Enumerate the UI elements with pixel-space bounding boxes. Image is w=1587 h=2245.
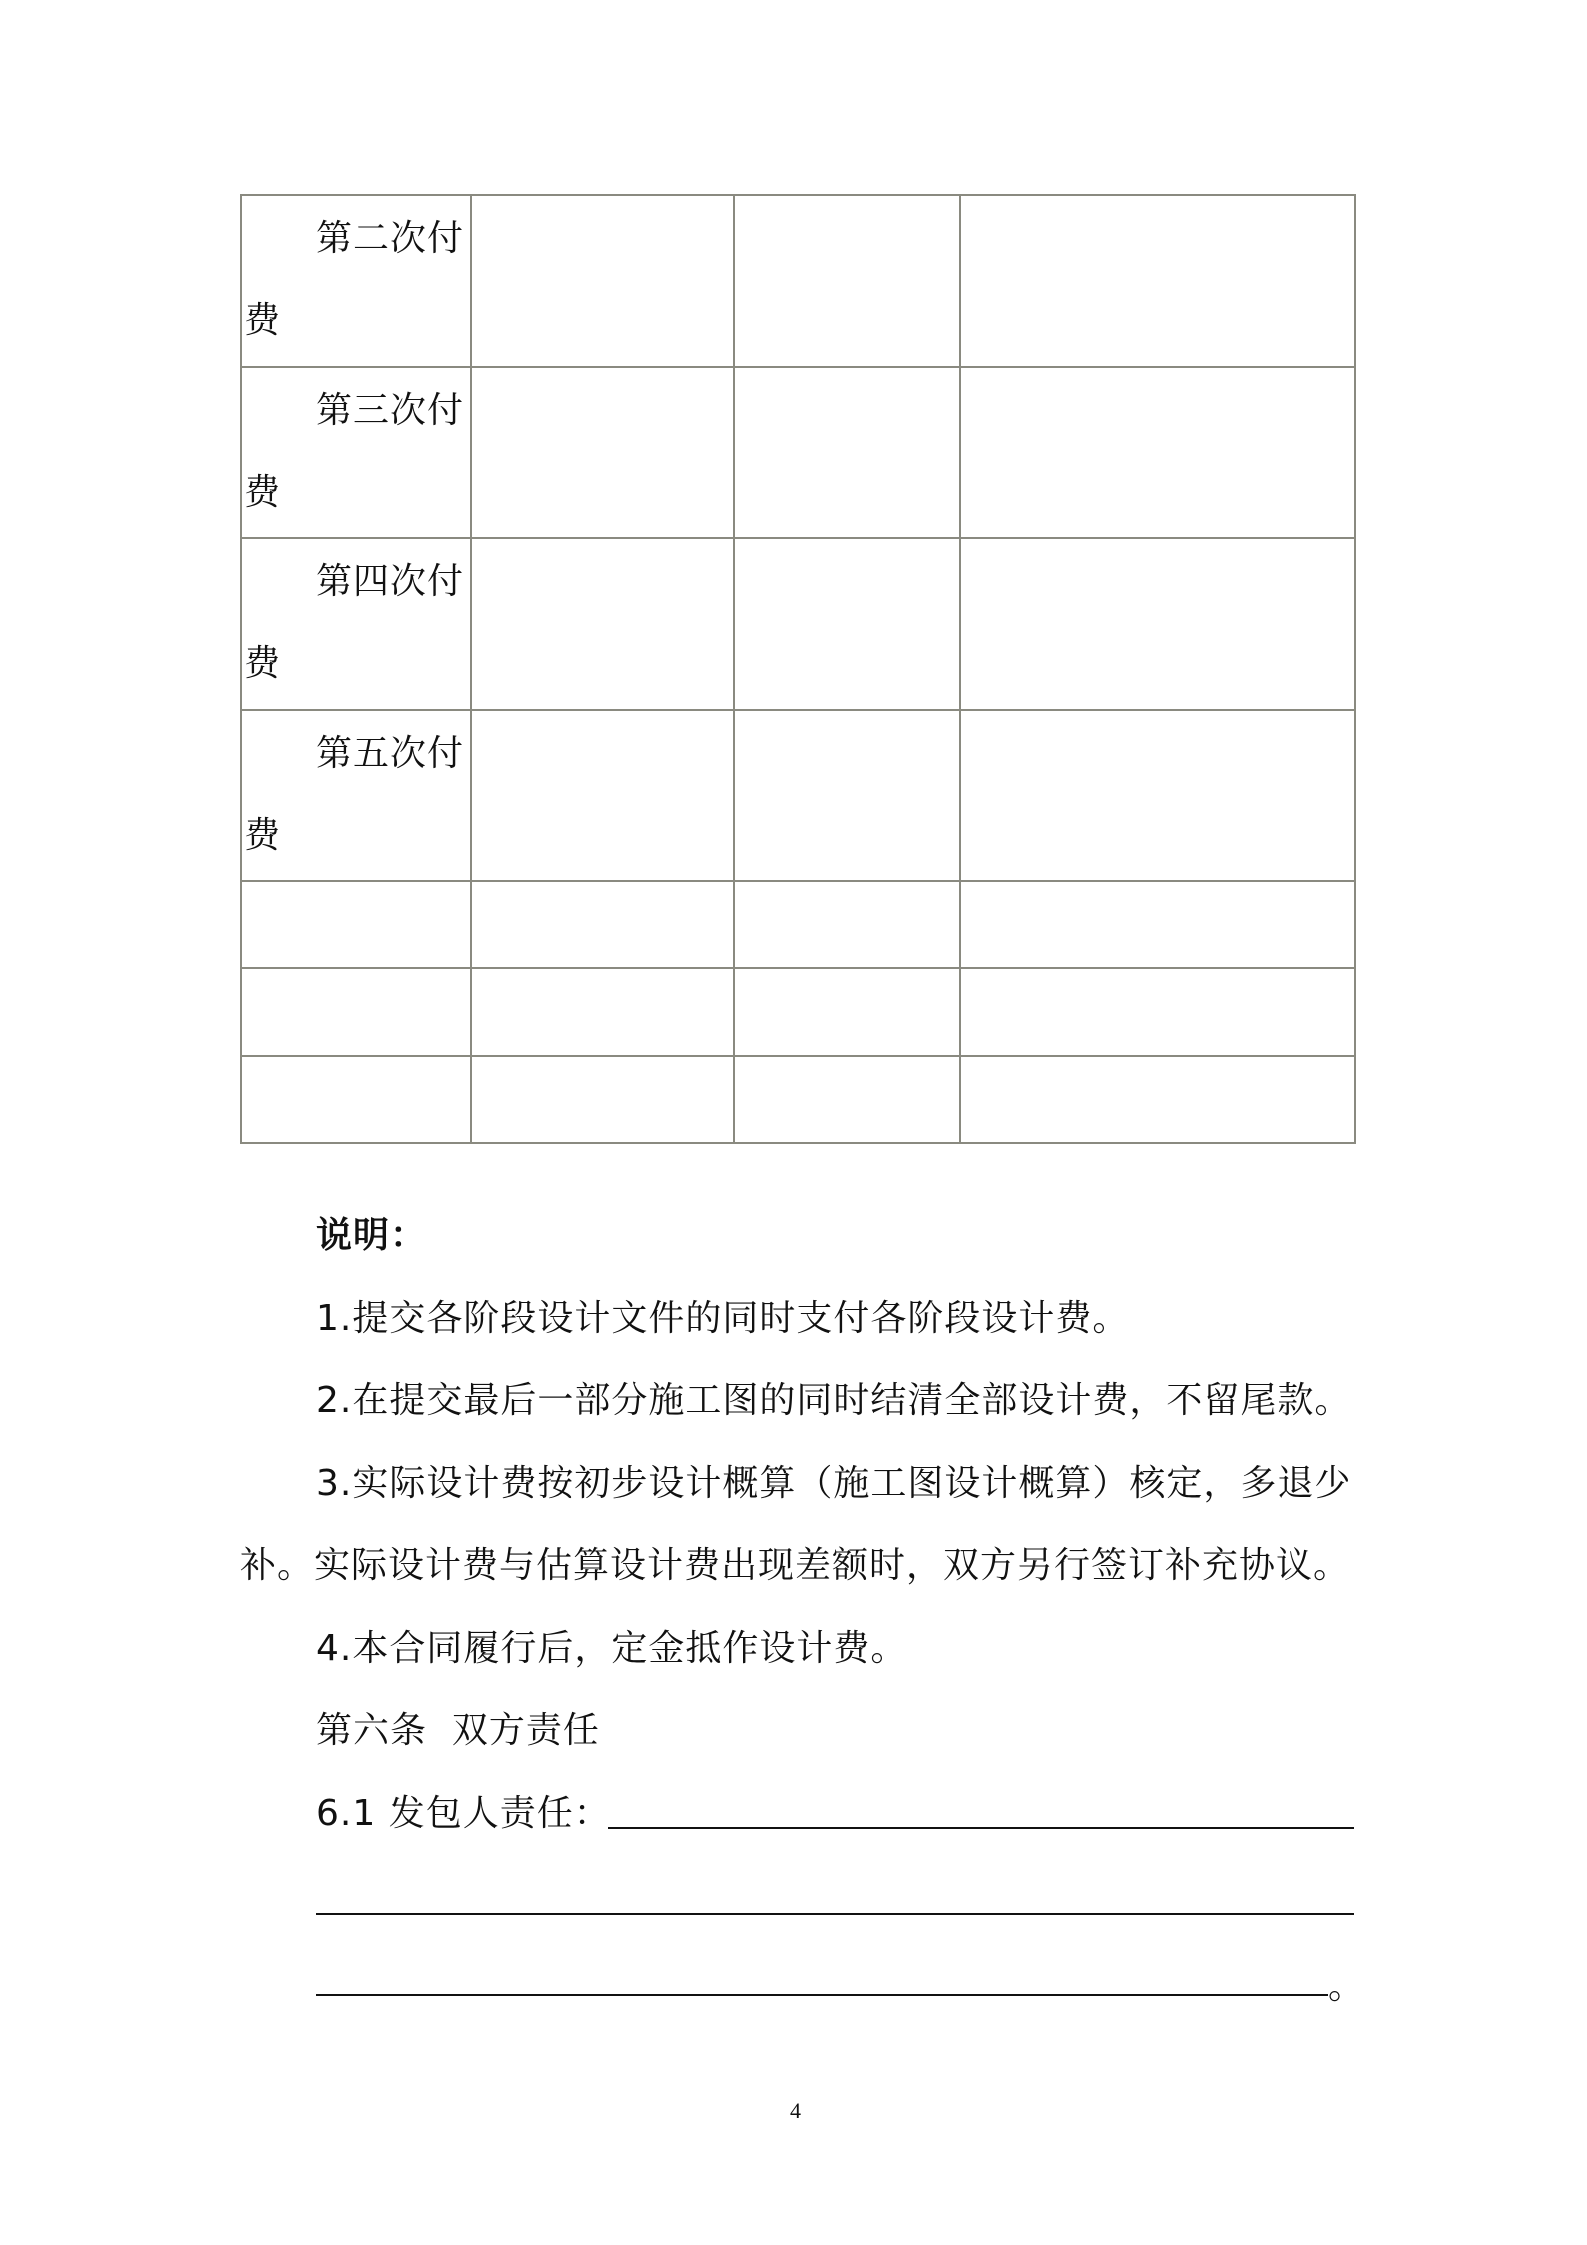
table-cell xyxy=(471,195,733,367)
note-item-2: 2.在提交最后一部分施工图的同时结清全部设计费，不留尾款。 xyxy=(316,1380,1352,1421)
table-cell xyxy=(471,710,733,882)
note-item-3-line-1: 3.实际设计费按初步设计概算（施工图设计概算）核定，多退少 xyxy=(316,1463,1352,1504)
table-cell xyxy=(734,538,960,710)
table-cell xyxy=(471,538,733,710)
row-label-wrap: 费 xyxy=(244,471,281,513)
table-cell xyxy=(960,881,1355,968)
table-cell xyxy=(960,968,1355,1055)
note-item-4: 4.本合同履行后，定金抵作设计费。 xyxy=(316,1628,908,1669)
table-row xyxy=(241,968,1355,1055)
table-cell xyxy=(734,968,960,1055)
table-row xyxy=(241,538,1355,710)
row-label-wrap: 费 xyxy=(244,643,281,685)
row-label-wrap: 费 xyxy=(244,300,281,341)
table-cell xyxy=(734,1056,960,1143)
table-row xyxy=(241,1056,1355,1143)
note-item-1: 1.提交各阶段设计文件的同时支付各阶段设计费。 xyxy=(316,1298,1130,1339)
table-cell xyxy=(471,367,733,539)
table-cell xyxy=(241,968,471,1055)
table-row xyxy=(241,195,1355,367)
table-cell xyxy=(734,195,960,367)
table-cell xyxy=(241,195,471,367)
table-cell xyxy=(241,538,471,710)
table-row xyxy=(241,710,1355,882)
table-cell xyxy=(241,881,471,968)
table-cell xyxy=(960,538,1355,710)
row-label: 第二次付 xyxy=(316,218,465,259)
table-row xyxy=(241,881,1355,968)
table-cell xyxy=(960,710,1355,882)
row-label: 第三次付 xyxy=(316,389,465,431)
row-label: 第五次付 xyxy=(316,732,465,774)
table-cell xyxy=(960,1056,1355,1143)
note-item-3-line-2: 补。实际设计费与估算设计费出现差额时，双方另行签订补充协议。 xyxy=(240,1545,1351,1586)
fill-in-line[interactable] xyxy=(316,1994,1328,1996)
table-cell xyxy=(241,710,471,882)
table-cell xyxy=(241,1056,471,1143)
table-cell xyxy=(471,968,733,1055)
article-title: 第六条 双方责任 xyxy=(316,1710,600,1751)
table-cell xyxy=(241,367,471,539)
table-cell xyxy=(960,367,1355,539)
fill-in-line[interactable] xyxy=(608,1827,1354,1829)
payment-table xyxy=(240,194,1356,1144)
table-cell xyxy=(960,195,1355,367)
table-row xyxy=(241,367,1355,539)
table-cell xyxy=(734,367,960,539)
end-punctuation: 。 xyxy=(1328,1966,1366,2007)
table-cell xyxy=(471,881,733,968)
table-cell xyxy=(471,1056,733,1143)
fill-in-line[interactable] xyxy=(316,1913,1354,1915)
clause-label: 6.1 发包人责任： xyxy=(316,1793,611,1834)
table-cell xyxy=(734,881,960,968)
notes-heading: 说明： xyxy=(316,1215,428,1256)
row-label: 第四次付 xyxy=(316,561,465,603)
table-cell xyxy=(734,710,960,882)
row-label-wrap: 费 xyxy=(244,814,281,856)
page-number: 4 xyxy=(790,2098,801,2123)
